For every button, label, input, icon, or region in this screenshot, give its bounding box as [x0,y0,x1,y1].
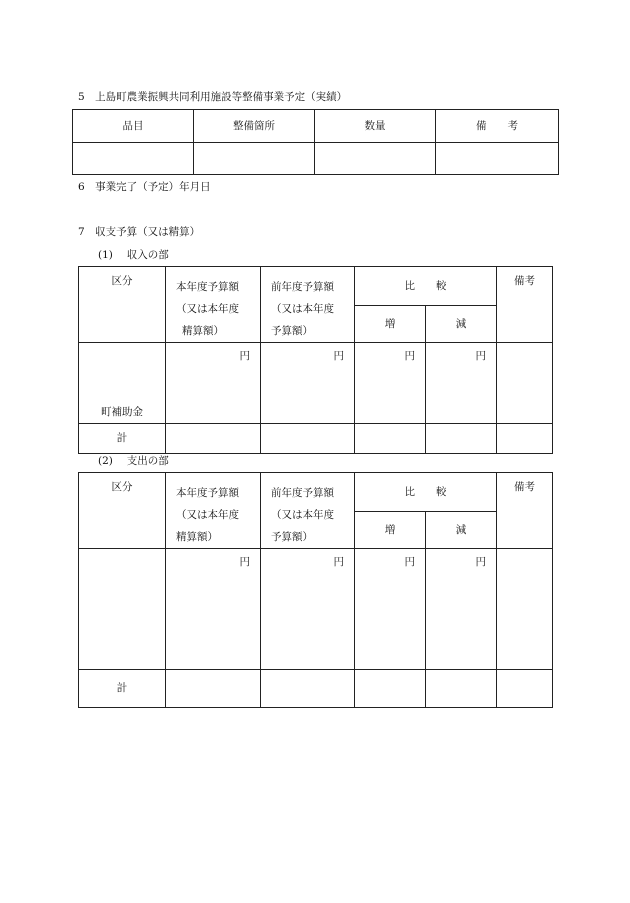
facility-table [72,109,559,175]
expense-total-increase[interactable] [355,670,426,708]
income-increase-value[interactable]: 円 [355,343,426,424]
section5-title: 5 上島町農業振興共同利用施設等整備事業予定（実績） [78,91,348,103]
section7-title: 7 収支予算（又は精算） [78,226,201,238]
expense-table [78,472,553,708]
income-col-remarks: 備考 [497,267,553,343]
income-col-this-year: 本年度予算額 （又は本年度 精算額） [166,267,261,343]
income-this-year-value[interactable]: 円 [166,343,261,424]
expense-total-remarks[interactable] [497,670,553,708]
income-col-kubun: 区分 [79,267,166,343]
expense-col-this-year: 本年度予算額 （又は本年度 精算額） [166,473,261,549]
income-remarks-value[interactable] [497,343,553,424]
expense-row-item[interactable] [79,549,166,670]
expense-col-increase: 増 [355,512,426,549]
expense-row-total: 計 [79,670,166,708]
expense-prev-year-value[interactable]: 円 [261,549,355,670]
income-table [78,266,553,454]
income-total-increase[interactable] [355,424,426,454]
cell-location[interactable] [194,143,315,175]
income-col-compare: 比 較 [355,267,497,306]
cell-quantity[interactable] [315,143,436,175]
income-total-this-year[interactable] [166,424,261,454]
income-col-decrease: 減 [426,306,497,343]
expense-col-prev-year: 前年度予算額 （又は本年度 予算額） [261,473,355,549]
expense-decrease-value[interactable]: 円 [426,549,497,670]
expense-col-kubun: 区分 [79,473,166,549]
cell-remarks[interactable] [436,143,559,175]
header-location: 整備箇所 [194,110,315,143]
expense-remarks-value[interactable] [497,549,553,670]
header-item: 品目 [73,110,194,143]
income-decrease-value[interactable]: 円 [426,343,497,424]
header-quantity: 数量 [315,110,436,143]
income-row-item: 町補助金 [79,343,166,424]
section6-title: 6 事業完了（予定）年月日 [78,181,211,193]
income-subtitle: (1) 収入の部 [98,249,169,261]
expense-col-remarks: 備考 [497,473,553,549]
income-col-increase: 増 [355,306,426,343]
expense-total-prev-year[interactable] [261,670,355,708]
income-total-decrease[interactable] [426,424,497,454]
expense-total-this-year[interactable] [166,670,261,708]
expense-this-year-value[interactable]: 円 [166,549,261,670]
income-row-total: 計 [79,424,166,454]
expense-subtitle: (2) 支出の部 [98,455,169,467]
expense-increase-value[interactable]: 円 [355,549,426,670]
expense-col-compare: 比 較 [355,473,497,512]
income-col-prev-year: 前年度予算額 （又は本年度 予算額） [261,267,355,343]
header-remarks: 備 考 [436,110,559,143]
cell-item[interactable] [73,143,194,175]
income-total-remarks[interactable] [497,424,553,454]
income-prev-year-value[interactable]: 円 [261,343,355,424]
income-total-prev-year[interactable] [261,424,355,454]
expense-total-decrease[interactable] [426,670,497,708]
expense-col-decrease: 減 [426,512,497,549]
